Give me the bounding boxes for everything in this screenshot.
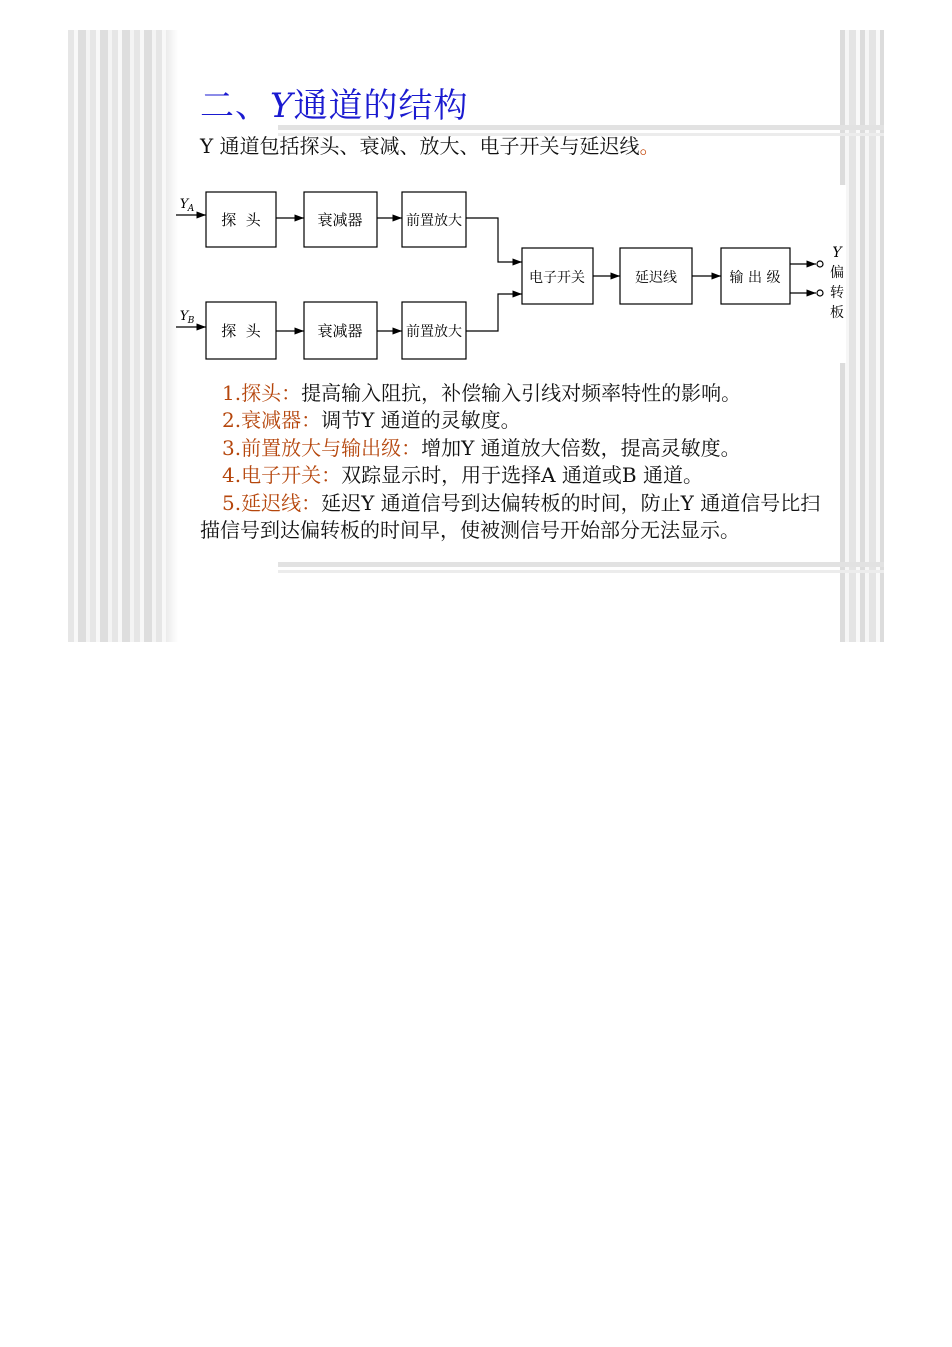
- divider: [278, 570, 884, 573]
- plate-label-y: Y: [832, 245, 842, 261]
- input-b-sub: B: [187, 316, 195, 326]
- preamp-b-box: 前置放大: [406, 324, 462, 340]
- list-item: 4.电子开关：双踪显示时，用于选择A 通道或B 通道。: [222, 463, 703, 488]
- plate-label-3: 板: [830, 305, 844, 321]
- probe-a-box: 探 头: [221, 211, 261, 229]
- explanation-list: [200, 380, 832, 544]
- intro-text: Y 通道包括探头、衰减、放大、电子开关与延迟线。: [200, 134, 660, 158]
- list-item: 5.延迟线：延迟Y 通道信号到达偏转板的时间，防止Y 通道信号比扫描信号到达偏转板的时间早，使被测信号开始部分无法显示。: [200, 490, 821, 543]
- list-item: 1.探头：提高输入阻抗，补偿输入引线对频率特性的影响。: [222, 381, 742, 405]
- attenuator-b-box: 衰减器: [317, 322, 363, 340]
- probe-b-box: 探 头: [221, 322, 261, 340]
- slide: [68, 30, 884, 642]
- input-a-label: Y: [179, 197, 189, 212]
- plate-label-1: 偏: [830, 265, 844, 281]
- output-box: 输 出 级: [729, 270, 781, 286]
- delay-box: 延迟线: [635, 270, 677, 286]
- switch-box: 电子开关: [529, 270, 585, 286]
- plate-label-2: 转: [830, 285, 844, 301]
- left-decoration: [68, 30, 166, 642]
- page-title: 二、Y通道的结构: [200, 86, 469, 126]
- list-item: 3.前置放大与输出级：增加Y 通道放大倍数，提高灵敏度。: [222, 435, 741, 460]
- block-diagram: [176, 182, 851, 374]
- divider: [278, 562, 884, 567]
- input-a-sub: A: [187, 204, 195, 214]
- list-item: 2.衰减器：调节Y 通道的灵敏度。: [222, 408, 521, 433]
- preamp-a-box: 前置放大: [406, 213, 462, 229]
- attenuator-a-box: 衰减器: [317, 211, 363, 229]
- input-b-label: Y: [179, 309, 189, 324]
